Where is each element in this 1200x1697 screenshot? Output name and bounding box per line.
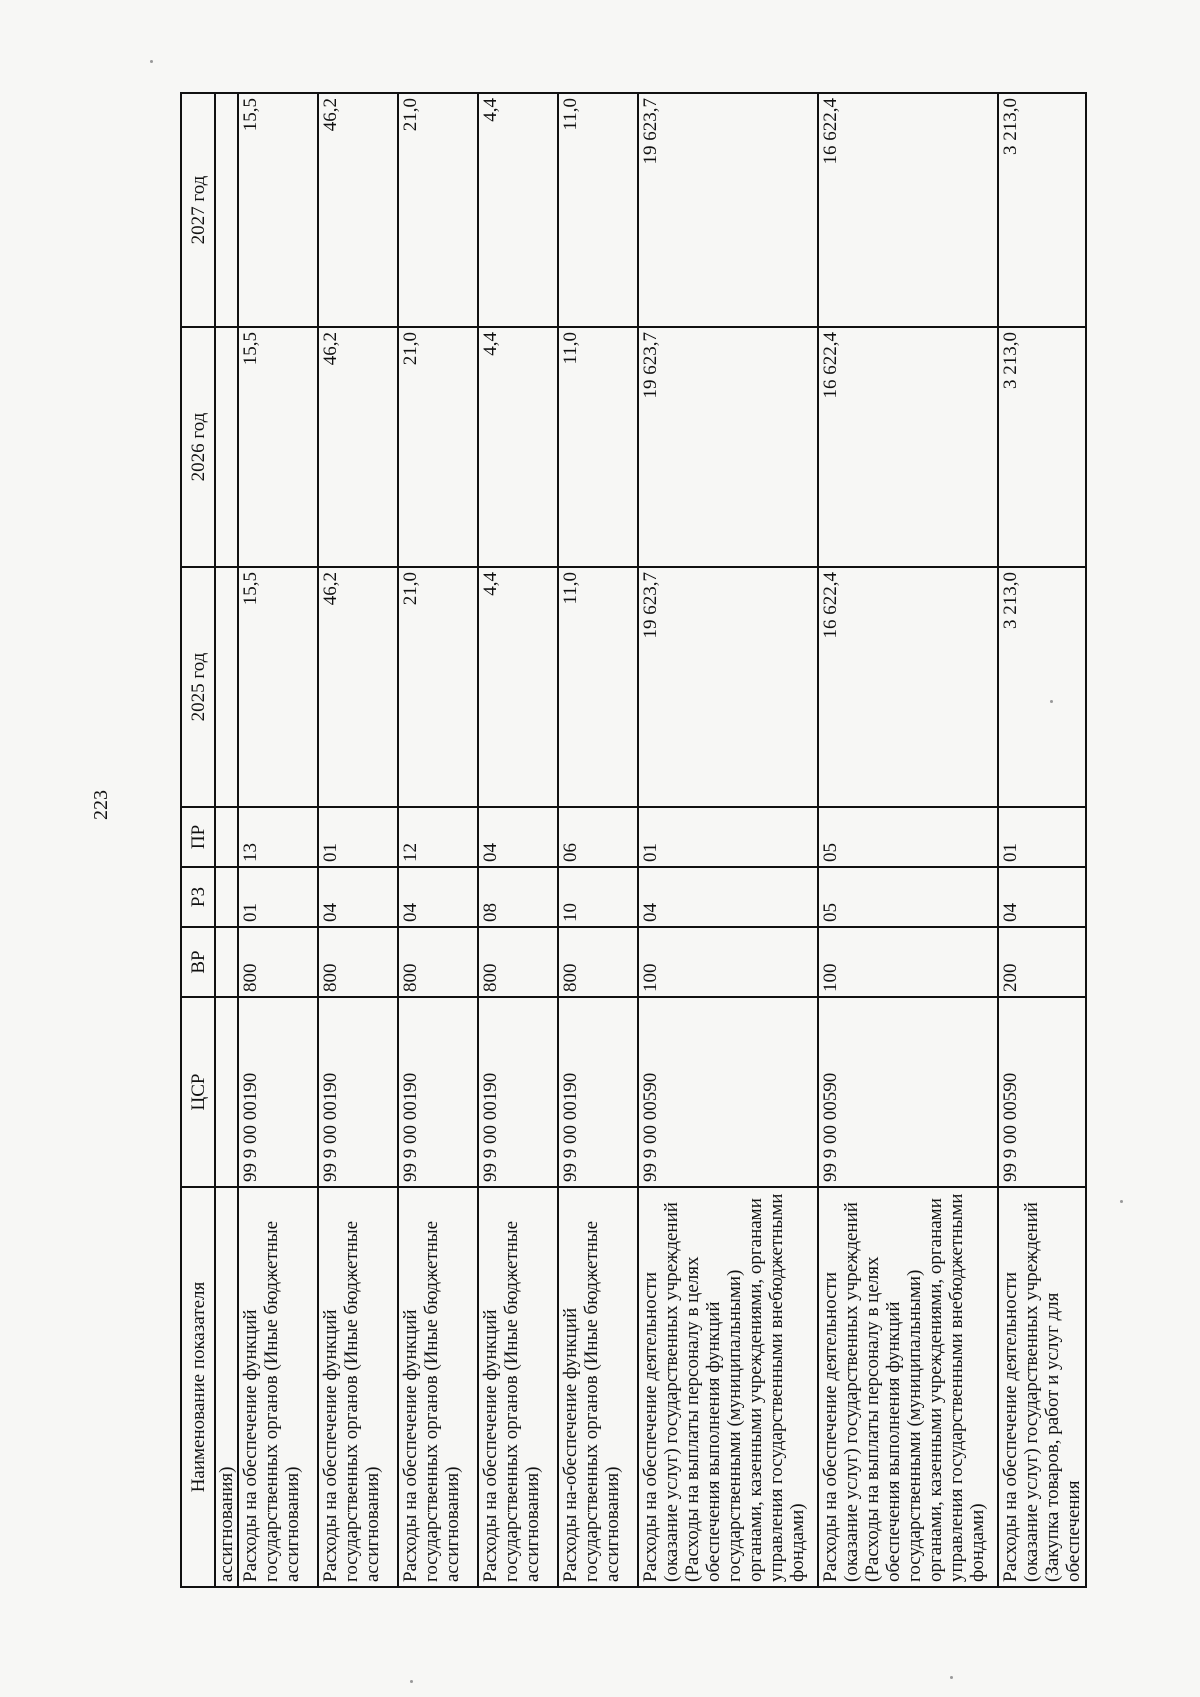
scan-speck [1120, 1200, 1123, 1203]
cell-pr: 05 [818, 807, 998, 867]
cell-2025: 3 213,0 [998, 567, 1086, 807]
cell-name: Расходы на обеспечение функций государственных органов (Иные бюджетные ассигнования) [318, 1187, 398, 1587]
cell-2027: 4,4 [478, 93, 558, 327]
cell-2025: 11,0 [558, 567, 638, 807]
cell-2027: 46,2 [318, 93, 398, 327]
cell-name: Расходы на обеспечение деятельности (оказание услуг) государственных учреждений (Закупка товаров, работ и услуг для обеспечения [998, 1187, 1086, 1587]
cell-2027: 11,0 [558, 93, 638, 327]
cell-vr: 800 [318, 927, 398, 997]
cell-pr: 01 [998, 807, 1086, 867]
cell-csr: 99 9 00 00190 [238, 997, 318, 1187]
cell-csr: 99 9 00 00190 [558, 997, 638, 1187]
cell-2026: 46,2 [318, 327, 398, 567]
scan-speck [410, 1680, 413, 1683]
cell-2025: 46,2 [318, 567, 398, 807]
table-row [558, 93, 638, 1587]
scan-speck [950, 1676, 953, 1679]
cell-2025: 16 622,4 [818, 567, 998, 807]
cell-vr: 100 [818, 927, 998, 997]
page-number: 223 [90, 790, 112, 820]
cell-vr: 800 [398, 927, 478, 997]
scan-speck [150, 60, 153, 63]
cell-rz: 01 [238, 867, 318, 927]
cell-vr: 800 [478, 927, 558, 997]
cell-pr: 01 [638, 807, 818, 867]
cell-pr: 01 [318, 807, 398, 867]
cell-rz: 04 [318, 867, 398, 927]
cell-pr: 12 [398, 807, 478, 867]
table-row [318, 93, 398, 1587]
fragment-cell: ассигнования) [215, 1187, 238, 1587]
cell-2027: 16 622,4 [818, 93, 998, 327]
cell-2026: 11,0 [558, 327, 638, 567]
cell-pr: 13 [238, 807, 318, 867]
cell-2025: 21,0 [398, 567, 478, 807]
cell-csr: 99 9 00 00190 [318, 997, 398, 1187]
scan-speck [1050, 700, 1053, 703]
header-2026: 2026 год [181, 327, 215, 567]
cell-rz: 04 [638, 867, 818, 927]
cell-2027: 21,0 [398, 93, 478, 327]
table-row [638, 93, 818, 1587]
table-row [238, 93, 318, 1587]
cell-csr: 99 9 00 00590 [998, 997, 1086, 1187]
cell-name: Расходы на-обеспечение функций государственных органов (Иные бюджетные ассигнования) [558, 1187, 638, 1587]
cell-2025: 19 623,7 [638, 567, 818, 807]
cell-rz: 05 [818, 867, 998, 927]
cell-rz: 10 [558, 867, 638, 927]
cell-2026: 4,4 [478, 327, 558, 567]
header-name: Наименование показателя [181, 1187, 215, 1587]
cell-2026: 21,0 [398, 327, 478, 567]
cell-2027: 3 213,0 [998, 93, 1086, 327]
cell-csr: 99 9 00 00590 [818, 997, 998, 1187]
header-pr: ПР [181, 807, 215, 867]
table-row [998, 93, 1086, 1587]
cell-name: Расходы на обеспечение функций государственных органов (Иные бюджетные ассигнования) [478, 1187, 558, 1587]
table-row [398, 93, 478, 1587]
cell-2025: 15,5 [238, 567, 318, 807]
cell-2025: 4,4 [478, 567, 558, 807]
cell-name: Расходы на обеспечение деятельности (оказание услуг) государственных учреждений (Расходы на выплаты персоналу в целях обеспечения выполнения функций государственными (муниципальными) органами, казенными учреждениями, органами управления государственными внебюджетными фондами) [638, 1187, 818, 1587]
header-2025: 2025 год [181, 567, 215, 807]
header-row [181, 93, 215, 1587]
header-csr: ЦСР [181, 997, 215, 1187]
cell-2026: 16 622,4 [818, 327, 998, 567]
fragment-row [215, 93, 238, 1587]
cell-vr: 100 [638, 927, 818, 997]
table-row [478, 93, 558, 1587]
header-rz: РЗ [181, 867, 215, 927]
cell-name: Расходы на обеспечение функций государственных органов (Иные бюджетные ассигнования) [238, 1187, 318, 1587]
budget-table-wrapper [180, 94, 1084, 1588]
cell-pr: 06 [558, 807, 638, 867]
cell-2026: 15,5 [238, 327, 318, 567]
cell-vr: 200 [998, 927, 1086, 997]
cell-2027: 15,5 [238, 93, 318, 327]
cell-2026: 3 213,0 [998, 327, 1086, 567]
cell-csr: 99 9 00 00590 [638, 997, 818, 1187]
header-vr: ВР [181, 927, 215, 997]
cell-2026: 19 623,7 [638, 327, 818, 567]
cell-rz: 08 [478, 867, 558, 927]
budget-table [180, 92, 1087, 1588]
table-row [818, 93, 998, 1587]
cell-csr: 99 9 00 00190 [478, 997, 558, 1187]
cell-pr: 04 [478, 807, 558, 867]
cell-2027: 19 623,7 [638, 93, 818, 327]
cell-name: Расходы на обеспечение деятельности (оказание услуг) государственных учреждений (Расходы на выплаты персоналу в целях обеспечения выполнения функций государственными (муниципальными) органами, казенными учреждениями, органами управления государственными внебюджетными фондами) [818, 1187, 998, 1587]
cell-vr: 800 [558, 927, 638, 997]
cell-vr: 800 [238, 927, 318, 997]
header-2027: 2027 год [181, 93, 215, 327]
cell-name: Расходы на обеспечение функций государственных органов (Иные бюджетные ассигнования) [398, 1187, 478, 1587]
cell-csr: 99 9 00 00190 [398, 997, 478, 1187]
cell-rz: 04 [998, 867, 1086, 927]
cell-rz: 04 [398, 867, 478, 927]
